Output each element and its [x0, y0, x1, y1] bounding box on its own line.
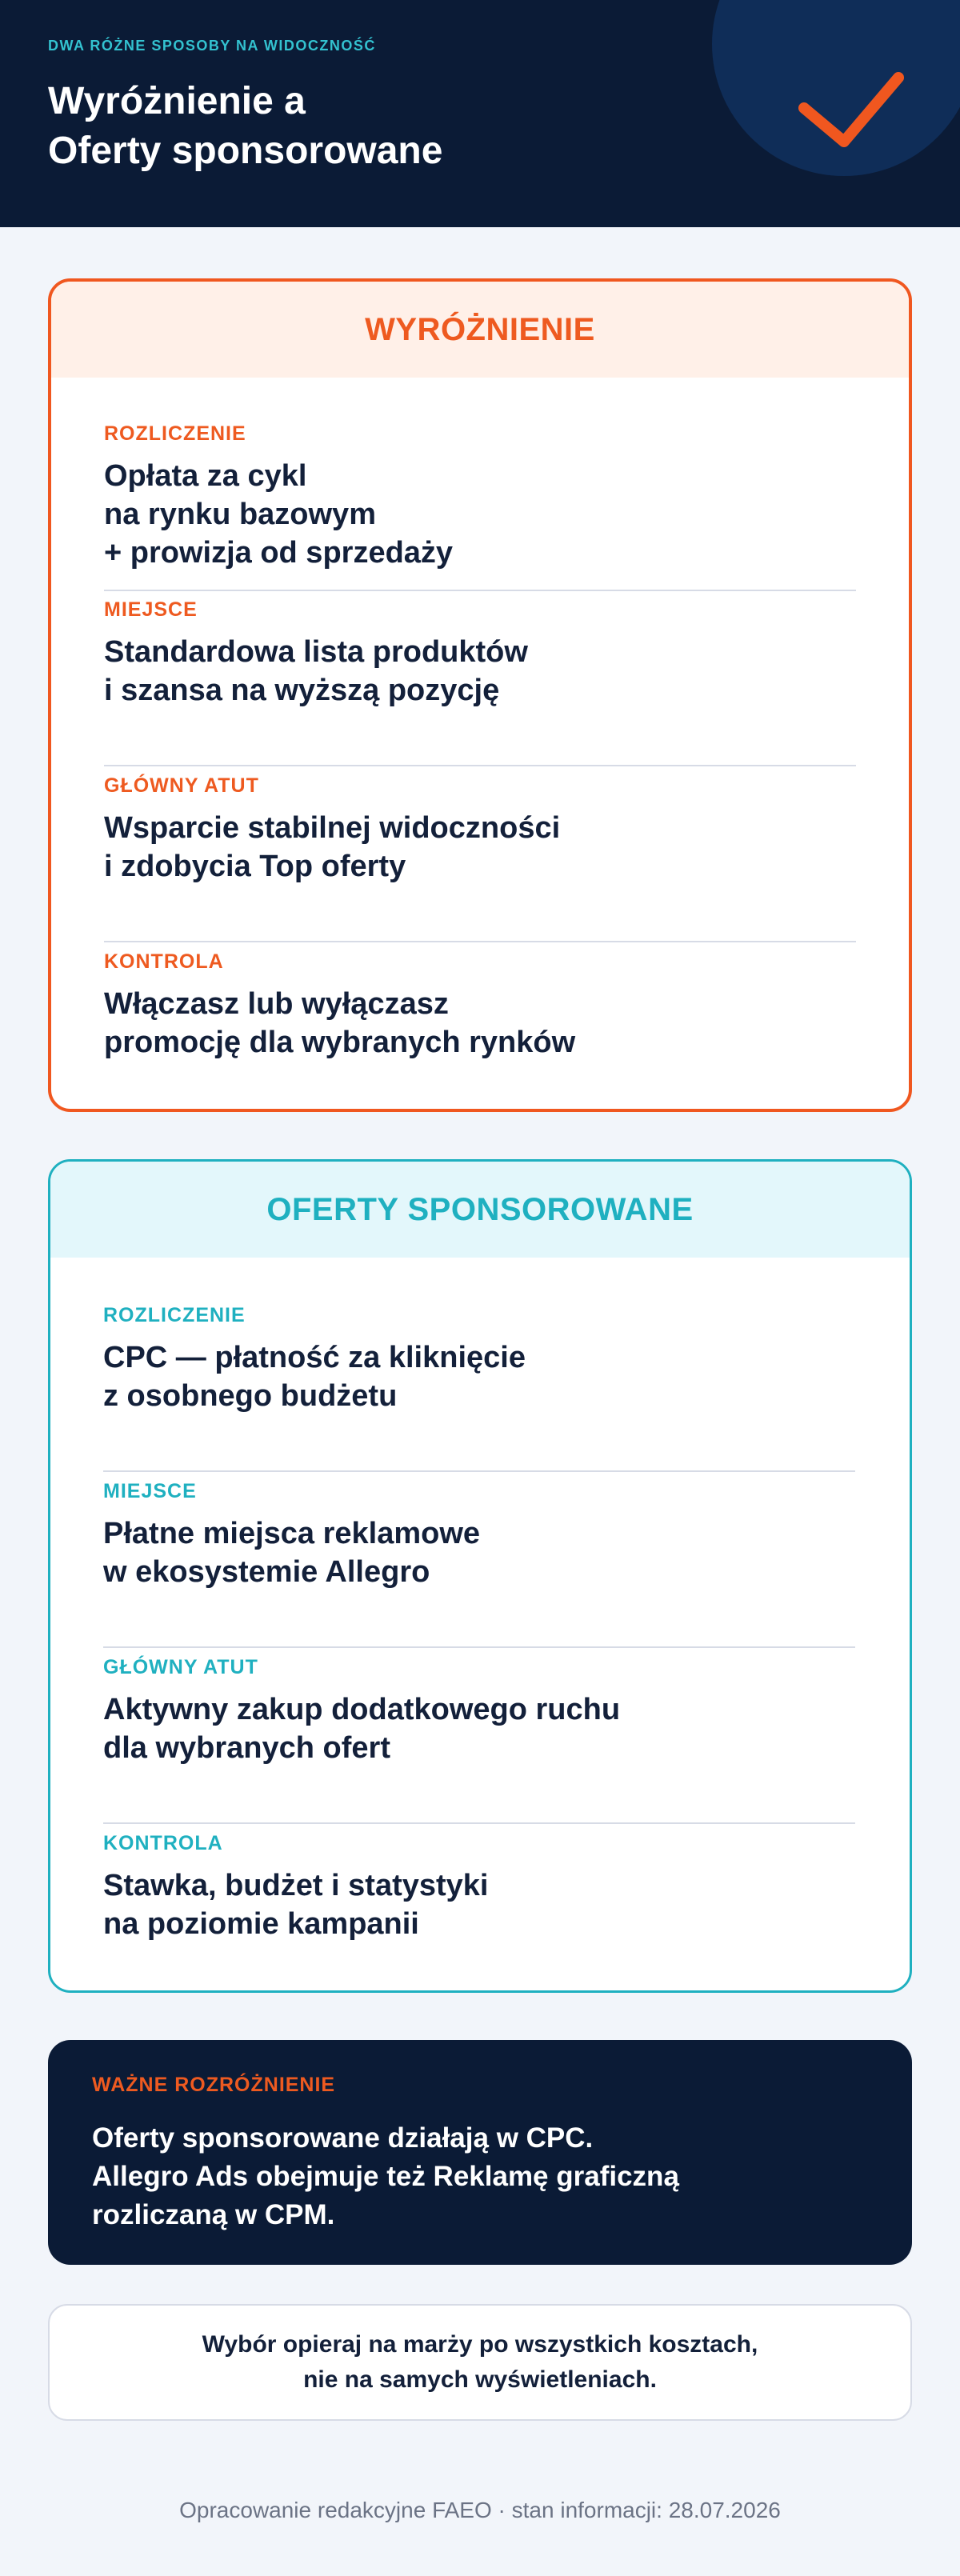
row-value: Płatne miejsca reklamowe w ekosystemie Allegro [103, 1517, 481, 1589]
footer-credit: Opracowanie redakcyjne FAEO · stan informacji: 28.07.2026 [179, 2498, 781, 2522]
row-label: GŁÓWNY ATUT [104, 774, 259, 797]
row-divider [104, 590, 856, 591]
row-label: KONTROLA [103, 1832, 223, 1854]
row-divider [103, 1822, 855, 1824]
tip-text: Wybór opieraj na marży po wszystkich kosztach, nie na samych wyświetleniach. [202, 2331, 758, 2393]
important-note [48, 2040, 912, 2265]
row-divider [103, 1470, 855, 1472]
detail-row-kontrola [104, 950, 856, 1062]
row-label: KONTROLA [104, 950, 224, 973]
card-title: WYRÓŻNIENIE [51, 282, 909, 378]
hero-header [0, 0, 960, 227]
row-value: CPC — płatność za kliknięcie z osobnego budżetu [103, 1341, 526, 1413]
row-divider [104, 941, 856, 942]
row-divider [104, 765, 856, 766]
row-label: ROZLICZENIE [103, 1304, 246, 1326]
row-value: Włączasz lub wyłączasz promocję dla wybranych rynków [104, 987, 576, 1059]
detail-row-miejsce [103, 1480, 855, 1591]
row-value: Aktywny zakup dodatkowego ruchu dla wybranych ofert [103, 1693, 621, 1765]
row-label: MIEJSCE [103, 1480, 197, 1502]
detail-row-glowny-atut [104, 774, 856, 886]
checkmark-icon [796, 68, 908, 156]
tip-box [48, 2304, 912, 2421]
note-label: WAŻNE ROZRÓŻNIENIE [92, 2074, 336, 2096]
row-label: MIEJSCE [104, 598, 198, 621]
row-value: Wsparcie stabilnej widoczności i zdobycia Top oferty [104, 811, 561, 883]
row-label: ROZLICZENIE [104, 422, 246, 445]
hero-eyebrow: DWA RÓŻNE SPOSOBY NA WIDOCZNOŚĆ [48, 38, 376, 54]
detail-row-kontrola [103, 1832, 855, 1943]
row-value: Stawka, budżet i statystyki na poziomie kampanii [103, 1869, 489, 1941]
card-title: OFERTY SPONSOROWANE [50, 1162, 910, 1258]
note-text: Oferty sponsorowane działają w CPC. Allegro Ads obejmuje też Reklamę graficzną rozliczaną w CPM. [92, 2122, 679, 2230]
card-wyroznienie [48, 278, 912, 1112]
page-title: Wyróżnienie a Oferty sponsorowane [48, 80, 443, 172]
detail-row-miejsce [104, 598, 856, 710]
row-label: GŁÓWNY ATUT [103, 1656, 258, 1678]
detail-row-rozliczenie [103, 1304, 855, 1415]
row-divider [103, 1646, 855, 1648]
row-value: Opłata za cykl na rynku bazowym + prowizja od sprzedaży [104, 459, 454, 570]
detail-row-rozliczenie [104, 422, 856, 572]
card-oferty-sponsorowane [48, 1159, 912, 1993]
detail-row-glowny-atut [103, 1656, 855, 1767]
row-value: Standardowa lista produktów i szansa na wyższą pozycję [104, 635, 528, 707]
